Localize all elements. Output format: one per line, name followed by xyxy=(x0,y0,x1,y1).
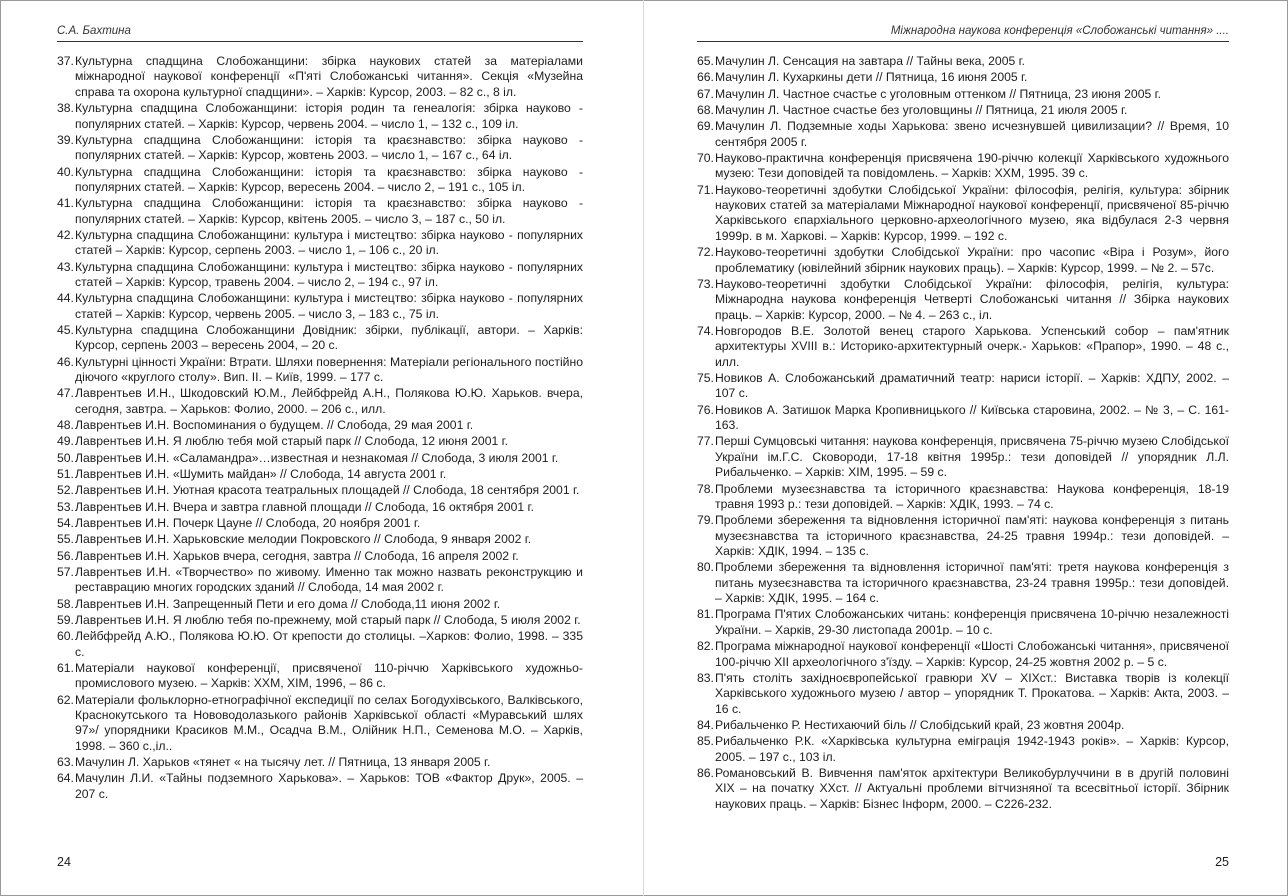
bibliography-entry xyxy=(57,549,583,564)
entry-text: Культурна спадщина Слобожанщини: історія та краєзнавство: збірка науково - популярних статей. – Харків: Курсор, жовтень 2003. – число 1, – 167 с., 64 іл. xyxy=(75,132,583,163)
bibliography-entry xyxy=(697,639,1229,670)
bibliography-entry xyxy=(697,371,1229,402)
bibliography-entry xyxy=(697,277,1229,323)
entry-number: 59. xyxy=(57,612,74,627)
entry-text: Мачулин Л. Частное счастье без уголовщины // Пятница, 21 июля 2005 г. xyxy=(715,102,1128,117)
entry-text: Мачулин Л. Кухаркины дети // Пятница, 16 июня 2005 г. xyxy=(715,70,1028,85)
entry-number: 62. xyxy=(57,692,74,707)
bibliography-entry xyxy=(57,483,583,498)
bibliography-entry xyxy=(57,54,583,100)
bibliography-entry xyxy=(57,597,583,612)
bibliography-entry xyxy=(57,516,583,531)
entry-number: 54. xyxy=(57,515,74,530)
entry-text: Лаврентьев И.Н. Я люблю тебя по-прежнему, мой старый парк // Слобода, 5 июля 2002 г. xyxy=(75,612,581,627)
entry-text: Лаврентьев И.Н. Я люблю тебя мой старый парк // Слобода, 12 июня 2001 г. xyxy=(75,434,508,449)
entry-text: Мачулин Л. Подземные ходы Харькова: звено исчезнувшей цивилизации? // Время, 10 сентября 2005 г. xyxy=(715,119,1229,149)
bibliography-entry xyxy=(697,183,1229,245)
bibliography-entry xyxy=(697,403,1229,434)
bibliography-entry xyxy=(697,70,1229,85)
bibliography-entry xyxy=(57,755,583,770)
entry-number: 81. xyxy=(697,607,714,622)
bibliography-entry xyxy=(57,467,583,482)
entry-number: 63. xyxy=(57,755,74,770)
page-number: 25 xyxy=(1215,855,1229,869)
entry-text: Культурні цінності України: Втрати. Шляхи повернення: Матеріали регіонального постійно діючого «круглого столу». Вип. ІІ. – Київ, 1999. – 177 с. xyxy=(75,354,583,385)
entry-number: 37. xyxy=(57,54,74,68)
entry-number: 65. xyxy=(697,54,714,68)
entry-number: 71. xyxy=(697,182,714,197)
entry-text: Науково-теоретичні здобутки Слобідської України: про часопис «Віра і Розум», його проблематику (ювілейний збірник наукових праць). – Харків: Курсор, 1999. – № 2. – 57с. xyxy=(715,245,1229,275)
entry-text: П'ять століть західноєвропейської гравюри XV – XIXст.: Виставка творів із колекції Харківського художнього музею / автор – упорядник Т. Прокатова. – Харків: Акта, 2003. – 16 с. xyxy=(715,670,1229,716)
bibliography-entry xyxy=(57,323,583,354)
entry-text: Проблеми збереження та відновлення історичної пам'яті: третя наукова конференція з питань музеєзнавства та історичного краєзнавства, 23-24 травня 1995р.: тези доповідей. – Харків: ХДІК, 1995. – 164 с. xyxy=(715,560,1229,606)
bibliography-entry xyxy=(697,671,1229,717)
entry-number: 55. xyxy=(57,532,74,547)
bibliography-entry xyxy=(57,451,583,466)
entry-number: 50. xyxy=(57,450,74,465)
entry-number: 60. xyxy=(57,629,74,644)
entry-text: Мачулин Л. Сенсация на завтара // Тайны века, 2005 г. xyxy=(715,54,1025,68)
entry-text: Лаврентьев И.Н. Уютная красота театральных площадей // Слобода, 18 сентября 2001 г. xyxy=(75,483,580,498)
entry-text: Лаврентьев И.Н. Вчера и завтра главной площади // Слобода, 16 октября 2001 г. xyxy=(75,499,534,514)
entry-text: Культурна спадщина Слобожанщини: збірка наукових статей за матеріалами міжнародної наукової конференції «П'яті Слобожанські читання». Секція «Музейна справа та охорона культурної спадщини». – Харків: Курсор, 2003. – 82 с., 8 іл. xyxy=(75,54,583,99)
entry-text: Культурна спадщина Слобожанщини: культура і мистецтво: збірка науково - популярних статей – Харків: Курсор, червень 2005. – число 3, – 183 с., 75 іл. xyxy=(75,291,583,321)
entry-number: 83. xyxy=(697,670,714,685)
entry-number: 45. xyxy=(57,323,74,338)
entry-number: 68. xyxy=(697,102,714,117)
entry-text: Лаврентьев И.Н. «Творчество» по живому. Именно так можно назвать реконструкцию и реставрацию многих городских зданий // Слобода, 14 мая 2002 г. xyxy=(75,564,583,595)
left-page xyxy=(57,0,583,896)
entry-text: Культурна спадщина Слобожанщини: історія родин та генеалогія: збірка науково - популярних статей. – Харків: Курсор, червень 2004. – число 1, – 132 с., 109 іл. xyxy=(75,101,583,131)
entry-number: 64. xyxy=(57,771,74,786)
bibliography-entry xyxy=(57,196,583,227)
entry-text: Новиков А. Затишок Марка Кропивницького // Київська старовина, 2002. – № 3, – С. 161-163. xyxy=(715,402,1229,433)
bibliography-list xyxy=(57,54,583,803)
entry-number: 53. xyxy=(57,499,74,514)
entry-number: 66. xyxy=(697,70,714,85)
entry-number: 77. xyxy=(697,434,714,449)
bibliography-entry xyxy=(57,629,583,660)
entry-number: 58. xyxy=(57,596,74,611)
entry-number: 49. xyxy=(57,434,74,449)
entry-number: 76. xyxy=(697,402,714,417)
bibliography-entry xyxy=(697,482,1229,513)
bibliography-entry xyxy=(57,291,583,322)
entry-text: Лаврентьев И.Н. Почерк Цауне // Слобода, 20 ноября 2001 г. xyxy=(75,515,421,530)
entry-text: Культурна спадщина Слобожанщини: історія та краєзнавство: збірка науково - популярних статей. – Харків: Курсор, вересень 2004. – число 2, – 191 с., 105 іл. xyxy=(75,164,583,194)
entry-number: 75. xyxy=(697,371,714,386)
right-page xyxy=(697,0,1229,896)
bibliography-entry xyxy=(697,607,1229,638)
entry-number: 80. xyxy=(697,560,714,575)
running-header-author: С.А. Бахтина xyxy=(57,25,131,37)
bibliography-entry xyxy=(57,565,583,596)
bibliography-entry xyxy=(697,87,1229,102)
bibliography-entry xyxy=(697,560,1229,606)
bibliography-entry xyxy=(57,613,583,628)
entry-text: Лаврентьев И.Н., Шкодовский Ю.М., Лейбфрейд А.Н., Полякова Ю.Ю. Харьков. вчера, сегодня, завтра. – Харьков: Фолио, 2000. – 206 с., илл. xyxy=(75,386,583,416)
entry-text: Матеріали фольклорно-етнографічної експедиції по селах Богодухівського, Валківського, Краснокутського та Нововодолазького районів Харківської області «Муравський шлях 97»/ упорядники Красиков М.М., Осадча В.М., Олійник Н.П., Семенова М.О. – Харків, 1998. – 360 с.,іл.. xyxy=(75,692,583,753)
bibliography-entry xyxy=(57,418,583,433)
bibliography-entry xyxy=(697,434,1229,480)
bibliography-entry xyxy=(697,734,1229,765)
entry-text: Лаврентьев И.Н. Харьковские мелодии Покровского // Слобода, 9 января 2002 г. xyxy=(75,532,532,547)
entry-number: 85. xyxy=(697,734,714,749)
entry-number: 40. xyxy=(57,164,74,179)
bibliography-entry xyxy=(697,151,1229,182)
bibliography-entry xyxy=(57,228,583,259)
entry-number: 48. xyxy=(57,418,74,433)
bibliography-entry xyxy=(697,103,1229,118)
bibliography-entry xyxy=(57,693,583,755)
entry-text: Лаврентьев И.Н. «Шумить майдан» // Слобода, 14 августа 2001 г. xyxy=(75,467,447,482)
bibliography-entry xyxy=(57,771,583,802)
entry-number: 41. xyxy=(57,196,74,211)
entry-text: Лаврентьев И.Н. Запрещенный Пети и его дома // Слобода,11 июня 2002 г. xyxy=(75,596,501,611)
entry-text: Новгородов В.Е. Золотой венец старого Харькова. Успенський собор – пам'ятник архитектуры XVIII в.: Историко-архитектурный очерк.- Харьков: «Прапор», 1990. – 48 с., илл. xyxy=(715,323,1229,369)
entry-number: 73. xyxy=(697,276,714,291)
entry-text: Культурна спадщина Слобожанщини Довідник: збірки, публікації, автори. – Харків: Курсор, серпень 2003 – вересень 2004, – 20 с. xyxy=(75,323,583,353)
entry-number: 78. xyxy=(697,481,714,496)
running-header-title: Міжнародна наукова конференція «Слобожанські читання» .... xyxy=(890,25,1229,37)
entry-number: 74. xyxy=(697,323,714,338)
entry-number: 57. xyxy=(57,564,74,579)
bibliography-list xyxy=(697,54,1229,813)
entry-text: Рибальченко Р. Нестихаючий біль // Слобідський край, 23 жовтня 2004р. xyxy=(715,717,1125,732)
page-number: 24 xyxy=(57,855,71,869)
page-spine xyxy=(643,0,644,896)
bibliography-entry xyxy=(57,165,583,196)
header-rule xyxy=(697,41,1229,42)
entry-number: 51. xyxy=(57,467,74,482)
entry-text: Матеріали наукової конференції, присвяченої 110-річчю Харківського художньо-промислового музею. – Харків: ХХМ, ХІМ, 1996, – 86 с. xyxy=(75,660,583,691)
entry-text: Культурна спадщина Слобожанщини: історія та краєзнавство: збірка науково - популярних статей. – Харків: Курсор, квітень 2005. – число 3, – 187 с., 50 іл. xyxy=(75,196,583,226)
entry-number: 79. xyxy=(697,513,714,528)
entry-number: 84. xyxy=(697,717,714,732)
entry-number: 44. xyxy=(57,291,74,306)
bibliography-entry xyxy=(697,245,1229,276)
entry-number: 67. xyxy=(697,86,714,101)
entry-text: Новиков А. Слобожанський драматичний театр: нариси історії. – Харків: ХДПУ, 2002. – 107 с. xyxy=(715,371,1229,401)
entry-number: 43. xyxy=(57,259,74,274)
bibliography-entry xyxy=(57,101,583,132)
entry-number: 86. xyxy=(697,765,714,780)
entry-number: 70. xyxy=(697,150,714,165)
bibliography-entry xyxy=(697,718,1229,733)
bibliography-entry xyxy=(697,119,1229,150)
entry-text: Романовський В. Вивчення пам'яток архітектури Великобурлуччини в в другій половині XIX – на початку XXст. // Актуальні проблеми вітчизняної та всесвітньої історії. Збірник наукових праць. – Харків: Бізнес Інформ, 2000. – С226-232. xyxy=(715,765,1229,811)
bibliography-entry xyxy=(57,386,583,417)
header-rule xyxy=(57,41,583,42)
entry-number: 69. xyxy=(697,119,714,134)
entry-number: 56. xyxy=(57,548,74,563)
entry-text: Культурна спадщина Слобожанщини: культура і мистецтво: збірка науково - популярних статей – Харків: Курсор, травень 2004. – число 2, – 194 с., 97 іл. xyxy=(75,259,583,290)
entry-text: Проблеми музеєзнавства та історичного краєзнавства: Наукова конференція, 18-19 травня 1993 р.: тези доповідей. – Харків: ХДІК, 1993. – 74 с. xyxy=(715,481,1229,511)
entry-text: Лаврентьев И.Н. «Саламандра»…известная и незнакомая // Слобода, 3 июля 2001 г. xyxy=(75,450,559,465)
bibliography-entry xyxy=(57,532,583,547)
bibliography-entry xyxy=(697,766,1229,812)
bibliography-entry xyxy=(697,54,1229,69)
entry-text: Проблеми збереження та відновлення історичної пам'яті: наукова конференція з питань музеєзнавства та історичного краєзнавства, 24-25 травня 1994р.: тези доповідей. – Харків: ХДІК, 1994. – 135 с. xyxy=(715,513,1229,559)
entry-number: 39. xyxy=(57,132,74,147)
entry-text: Лейбфрейд А.Ю., Полякова Ю.Ю. От крепости до столицы. –Харков: Фолио, 1998. – 335 с. xyxy=(75,629,583,659)
entry-text: Культурна спадщина Слобожанщини: культура і мистецтво: збірка науково - популярних статей – Харків: Курсор, серпень 2003. – число 1, – 106 с., 20 іл. xyxy=(75,227,583,258)
entry-text: Науково-теоретичні здобутки Слобідської України: філософія, релігія, культура: збірник наукових статей за матеріалами Міжнародної наукової конференції, присвяченої 85-річчю Харківського єпархіального церковно-археологічного музею, яка відбулася 2-3 червня 1999р. в м. Харкові. – Харків: Курсор, 1999. – 192 с. xyxy=(715,182,1229,243)
bibliography-entry xyxy=(697,513,1229,559)
entry-number: 46. xyxy=(57,354,74,369)
entry-text: Лаврентьев И.Н. Воспоминания о будущем. // Слобода, 29 мая 2001 г. xyxy=(75,418,474,433)
entry-number: 52. xyxy=(57,483,74,498)
bibliography-entry xyxy=(57,661,583,692)
entry-text: Науково-теоретичні здобутки Слобідської України: філософія, релігія, культура: Міжнародна наукова конференція Четверті Слобожанські читання // Збірка наукових праць. – Харків: Курсор, 2000. – № 4. – 263 с., іл. xyxy=(715,276,1229,322)
entry-text: Програма міжнародної наукової конференції «Шості Слобожанські читання», присвяченої 100-річчю XII археологічного з'їзду. – Харків: Курсор, 24-25 жовтня 2002 р. – 5 с. xyxy=(715,639,1229,669)
entry-text: Мачулин Л.И. «Тайны подземного Харькова». – Харьков: ТОВ «Фактор Друк», 2005. – 207 с. xyxy=(75,771,583,801)
entry-text: Науково-практична конференція присвячена 190-річчю колекції Харківського художнього музею: Тези доповідей та повідомлень. – Харків: ХХМ, 1995. 39 с. xyxy=(715,150,1229,181)
entry-text: Рибальченко Р.К. «Харківська культурна еміграція 1942-1943 років». – Харків: Курсор, 2005. – 197 с., 103 іл. xyxy=(715,734,1229,764)
bibliography-entry xyxy=(57,133,583,164)
entry-number: 82. xyxy=(697,639,714,654)
entry-number: 72. xyxy=(697,245,714,260)
entry-text: Лаврентьев И.Н. Харьков вчера, сегодня, завтра // Слобода, 16 апреля 2002 г. xyxy=(75,548,519,563)
entry-number: 47. xyxy=(57,386,74,401)
bibliography-entry xyxy=(57,434,583,449)
entry-number: 61. xyxy=(57,660,74,675)
entry-number: 42. xyxy=(57,227,74,242)
bibliography-entry xyxy=(57,500,583,515)
bibliography-entry xyxy=(697,324,1229,370)
bibliography-entry xyxy=(57,355,583,386)
entry-text: Мачулин Л. Частное счастье с уголовным оттенком // Пятница, 23 июня 2005 г. xyxy=(715,86,1161,101)
entry-text: Мачулин Л. Харьков «тянет « на тысячу лет. // Пятница, 13 января 2005 г. xyxy=(75,755,491,770)
entry-text: Перші Сумцовські читання: наукова конференція, присвячена 75-річчю музею Слобідської України ім.Г.С. Сковороди, 17-18 квітня 1995р.: тези доповідей // упорядник Л.Л. Рибальченко. – Харків: ХІМ, 1995. – 59 с. xyxy=(715,434,1229,480)
entry-number: 38. xyxy=(57,101,74,116)
bibliography-entry xyxy=(57,260,583,291)
entry-text: Програма П'ятих Слобожанських читань: конференція присвячена 10-річчю незалежності України. – Харків, 29-30 листопада 2001р. – 10 с. xyxy=(715,607,1229,637)
